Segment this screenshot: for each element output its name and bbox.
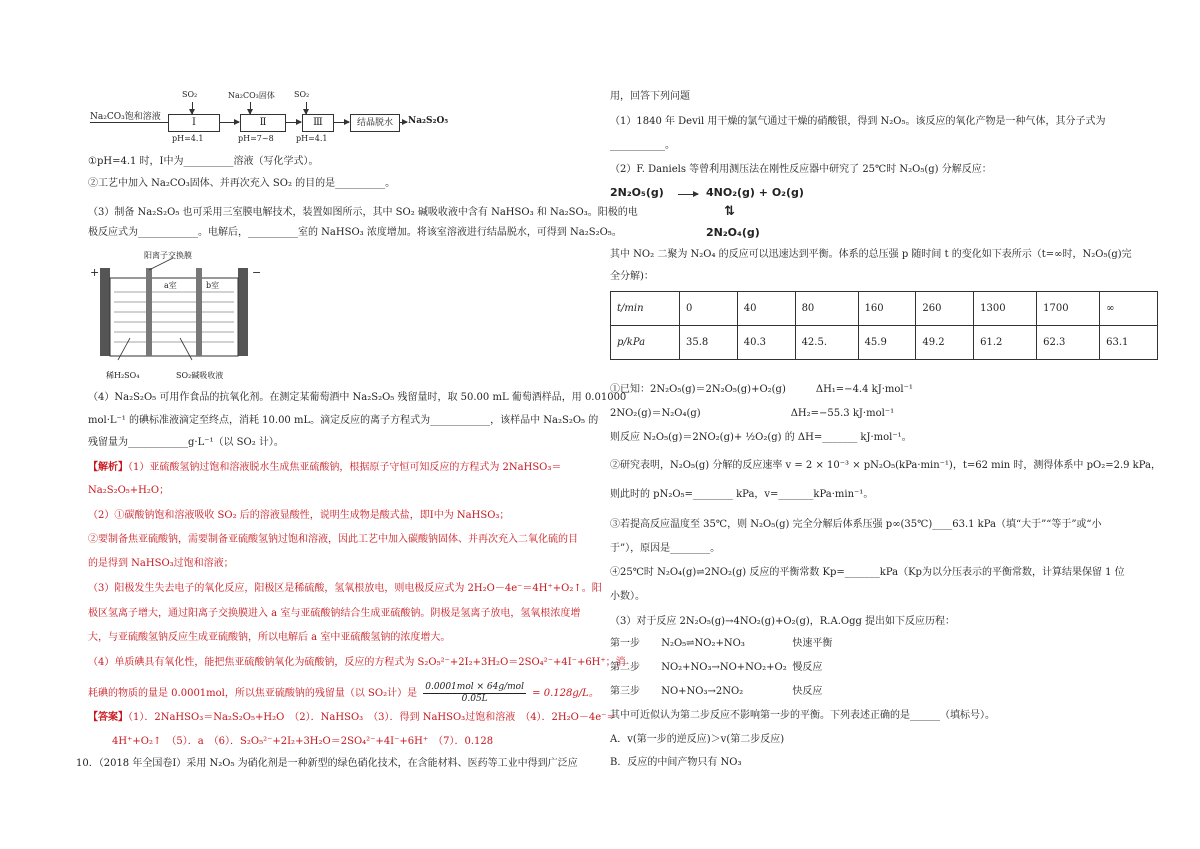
table-cell: 40 bbox=[737, 292, 795, 326]
acid-label: 稀H₂SO₄ bbox=[106, 371, 140, 380]
step-name: 第三步 bbox=[610, 686, 640, 697]
flow-arrow bbox=[306, 102, 307, 114]
cathode-sign: − bbox=[252, 266, 262, 279]
analysis-text: （1）亚硫酸氢钠过饱和溶液脱水生成焦亚硫酸钠，根据原子守恒可知反应的方程式为 2NaHSO₃＝ bbox=[128, 462, 562, 473]
step-equation: N₂O₅⇌NO₂+NO₃ bbox=[661, 638, 745, 649]
analysis-text: 耗碘的物质的量是 0.0001mol，所以焦亚硫酸钠的残留量（以 SO₂计）是 bbox=[88, 688, 418, 699]
room-a-label: a室 bbox=[164, 281, 177, 290]
analysis-line-1 bbox=[88, 461, 561, 475]
flow-step-1-box: Ⅰ bbox=[168, 114, 220, 132]
subq-4-line-2: 小数）。 bbox=[610, 591, 645, 602]
table-cell: 61.2 bbox=[974, 326, 1037, 360]
step-equation: NO₂+NO₃→NO+NO₂+O₂ bbox=[661, 662, 787, 673]
right-intro: 用，回答下列问题 bbox=[610, 91, 690, 102]
subq-2-line-2: 则此时的 pN₂O₅=________ kPa，v=_______kPa·min⁻¹。 bbox=[610, 489, 874, 500]
step-note: 快反应 bbox=[792, 686, 823, 697]
analysis-line-8: 大，与亚硫酸氢钠反应生成亚硫酸钠，所以电解后 a 室中亚硫酸氢钠的浓度增大。 bbox=[88, 632, 451, 643]
reaction-left: 2N₂O₅(g) bbox=[610, 186, 664, 199]
analysis-line-9: （4）单质碘具有氧化性，能把焦亚硫酸钠氧化为硫酸钠，反应的方程式为 S₂O₅²⁻+2I₂+3H₂O＝2SO₄²⁻+4I⁻+6H⁺；消 bbox=[88, 657, 626, 668]
reaction-right: 4NO₂(g) + O₂(g) bbox=[706, 186, 804, 199]
flow-arrow bbox=[333, 122, 349, 123]
right-q1-line-1: （1）1840 年 Devil 用干燥的氯气通过干燥的硝酸银，得到 N₂O₅。该反应的氧化产物是一种气体，其分子式为 bbox=[610, 116, 1106, 127]
table-cell: 42.5. bbox=[795, 326, 858, 360]
step-equation: NO+NO₃→2NO₂ bbox=[661, 686, 744, 697]
table-cell: 35.8 bbox=[680, 326, 738, 360]
flow-step-2-box: Ⅱ bbox=[240, 114, 286, 132]
flow-crystallize-box: 结晶脱水 bbox=[350, 114, 400, 132]
flow-step-3-ph: pH=4.1 bbox=[296, 134, 328, 143]
option-b: B．反应的中间产物只有 NO₃ bbox=[610, 757, 742, 768]
question-3-line-2: 极反应式为____________。电解后，__________室的 NaHSO₃ 浓度增加。将该室溶液进行结晶脱水，可得到 Na₂S₂O₅。 bbox=[88, 227, 622, 238]
subq-1-line-2: 2NO₂(g)＝N₂O₄(g) ΔH₂=−55.3 kJ·mol⁻¹ bbox=[610, 408, 895, 419]
analysis-line-7: 极区氢离子增大，通过阳离子交换膜进入 a 室与亚硫酸钠结合生成亚硫酸钠。阴极是氢离子放电，氢氧根浓度增 bbox=[88, 608, 581, 619]
mechanism-step-2 bbox=[610, 661, 822, 675]
right-q1-line-2: ___________。 bbox=[610, 140, 675, 151]
answer-tag: 【答案】 bbox=[88, 712, 128, 723]
table-cell: 1300 bbox=[974, 292, 1037, 326]
equilibrium-arrows-icon: ⇅ bbox=[724, 204, 735, 219]
question-4-line-1: （4）Na₂S₂O₅ 可用作食品的抗氧化剂。在测定某葡萄酒中 Na₂S₂O₅ 残留量时，取 50.00 mL 葡萄酒样品，用 0.01000 bbox=[88, 392, 627, 403]
reaction-bottom: 2N₂O₄(g) bbox=[706, 226, 760, 239]
subq-5-intro: （3）对于反应 2N₂O₅(g)→4NO₂(g)+O₂(g)，R.A.Ogg 提出如下反应历程： bbox=[610, 616, 956, 627]
subq-2-line-1: ②研究表明，N₂O₅(g) 分解的反应速率 v = 2 × 10⁻³ × pN₂O₅(kPa·min⁻¹)，t=62 min 时，测得体系中 pO₂=2.9 kPa， bbox=[610, 460, 1161, 471]
pressure-table bbox=[610, 291, 1158, 360]
question-4-line-2: mol·L⁻¹ 的碘标准液滴定至终点，消耗 10.00 mL。滴定反应的离子方程式为____________，该样品中 Na₂S₂O₅ 的 bbox=[88, 415, 599, 426]
reaction-arrow bbox=[678, 194, 698, 195]
flow-arrow bbox=[219, 122, 239, 123]
flow-step-3-box: Ⅲ bbox=[302, 114, 334, 132]
table-row bbox=[611, 292, 1158, 326]
table-cell: 49.2 bbox=[916, 326, 974, 360]
mechanism-step-3 bbox=[610, 685, 822, 699]
step-note: 慢反应 bbox=[792, 662, 823, 673]
step-name: 第一步 bbox=[610, 638, 640, 649]
flow-feed-label: Na₂CO₃饱和溶液 bbox=[90, 112, 161, 122]
subq-5-question: 其中可近似认为第二步反应不影响第一步的平衡。下列表述正确的是______（填标号）。 bbox=[610, 710, 995, 721]
table-cell: 1700 bbox=[1037, 292, 1100, 326]
subq-4-line-1: ④25℃时 N₂O₄(g)⇌2NO₂(g) 反应的平衡常数 Kp=_______kPa（Kp为以分压表示的平衡常数，计算结果保留 1 位 bbox=[610, 567, 1125, 578]
step-name: 第二步 bbox=[610, 662, 640, 673]
analysis-result: = 0.128g/L。 bbox=[532, 688, 599, 699]
answer-line-2: 4H⁺+O₂↑ （5）．a （6）．S₂O₅²⁻+2I₂+3H₂O＝2SO₄²⁻+4I⁻+6H⁺ （7）．0.128 bbox=[112, 736, 494, 747]
flow-arrow bbox=[192, 102, 193, 114]
table-row bbox=[611, 326, 1158, 360]
table-cell: 62.3 bbox=[1037, 326, 1100, 360]
analysis-tag: 【解析】 bbox=[88, 462, 128, 473]
membrane-label: 阳离子交换膜 bbox=[144, 251, 192, 260]
question-1: ①pH=4.1 时，Ⅰ中为__________溶液（写化学式）。 bbox=[88, 156, 319, 167]
right-q2-desc-1: 其中 NO₂ 二聚为 N₂O₄ 的反应可以迅速达到平衡。体系的总压强 p 随时间 t 的变化如下表所示（t=∞时，N₂O₅(g)完 bbox=[610, 249, 1132, 260]
analysis-line-6: （3）阳极发生失去电子的氧化反应，阳极区是稀硫酸，氢氧根放电，则电极反应式为 2H₂O－4e⁻＝4H⁺+O₂↑。阳 bbox=[88, 583, 602, 594]
table-cell: 0 bbox=[680, 292, 738, 326]
table-cell: 40.3 bbox=[737, 326, 795, 360]
flow-step-1-ph: pH=4.1 bbox=[172, 134, 204, 143]
subq-3-line-1: ③若提高反应温度至 35℃，则 N₂O₅(g) 完全分解后体系压强 p∞(35℃)____63.1 kPa（填“大于”“等于”或“小 bbox=[610, 519, 1102, 530]
analysis-line-4: ②要制备焦亚硫酸钠，需要制备亚硫酸氢钠过饱和溶液，因此工艺中加入碳酸钠固体、并再次充入二氧化硫的目 bbox=[88, 534, 578, 545]
question-10-intro: 10．（2018 年全国卷Ⅰ）采用 N₂O₅ 为硝化剂是一种新型的绿色硝化技术，在含能材料、医药等工业中得到广泛应 bbox=[76, 758, 578, 769]
table-header-pressure: p/kPa bbox=[611, 326, 680, 360]
step-note: 快速平衡 bbox=[792, 638, 833, 649]
analysis-line-3: （2）①碳酸钠饱和溶液吸收 SO₂ 后的溶液显酸性，说明生成物是酸式盐，即Ⅰ中为 NaHSO₃； bbox=[88, 510, 510, 521]
table-cell: 260 bbox=[916, 292, 974, 326]
table-cell: 63.1 bbox=[1100, 326, 1158, 360]
table-cell: 160 bbox=[858, 292, 916, 326]
flow-arrow bbox=[250, 102, 251, 114]
question-2: ②工艺中加入 Na₂CO₃固体、并再次充入 SO₂ 的目的是__________。 bbox=[88, 178, 396, 189]
flow-reagent-3: SO₂ bbox=[294, 90, 310, 99]
flow-reagent-1: SO₂ bbox=[182, 90, 198, 99]
right-q2-intro: （2）F. Daniels 等曾利用测压法在刚性反应器中研究了 25℃时 N₂O₅(g) 分解反应： bbox=[610, 164, 992, 175]
fraction bbox=[423, 682, 526, 705]
analysis-line-10 bbox=[88, 682, 599, 705]
question-3-line-1: （3）制备 Na₂S₂O₅ 也可采用三室膜电解技术，装置如图所示，其中 SO₂ 碱吸收液中含有 NaHSO₃ 和 Na₂SO₃。阳极的电 bbox=[88, 207, 638, 218]
subq-1-line-1: ①已知：2N₂O₅(g)＝2N₂O₅(g)+O₂(g) ΔH₁=−4.4 kJ·mol⁻¹ bbox=[610, 384, 913, 395]
answer-text: （1）．2NaHSO₃＝Na₂S₂O₅+H₂O （2）．NaHSO₃ （3）．得到 NaHSO₃过饱和溶液 （4）．2H₂O－4e⁻＝ bbox=[128, 712, 617, 723]
anode-sign: + bbox=[90, 266, 100, 279]
flow-step-2-ph: pH=7~8 bbox=[238, 134, 274, 143]
analysis-line-5: 的是得到 NaHSO₃过饱和溶液； bbox=[88, 558, 234, 569]
question-4-line-3: 残留量为____________g·L⁻¹（以 SO₂ 计）。 bbox=[88, 437, 284, 448]
fraction-numerator: 0.0001mol × 64g/mol bbox=[425, 682, 524, 692]
flow-arrow bbox=[399, 122, 407, 123]
fraction-denominator: 0.05L bbox=[461, 694, 488, 704]
flow-arrow bbox=[90, 122, 180, 123]
analysis-line-2: Na₂S₂O₅+H₂O； bbox=[88, 485, 170, 496]
table-header-time: t/min bbox=[611, 292, 680, 326]
electrolysis-cell-diagram bbox=[88, 248, 268, 386]
table-cell: 80 bbox=[795, 292, 858, 326]
table-cell: ∞ bbox=[1100, 292, 1158, 326]
right-q2-desc-2: 全分解)： bbox=[610, 271, 654, 282]
flow-product: Na₂S₂O₅ bbox=[408, 116, 449, 126]
answer-line-1 bbox=[88, 711, 616, 725]
mechanism-step-1 bbox=[610, 637, 832, 651]
room-b-label: b室 bbox=[206, 281, 220, 290]
flow-arrow bbox=[285, 122, 301, 123]
process-flow-diagram bbox=[88, 88, 568, 150]
subq-1-line-3: 则反应 N₂O₅(g)＝2NO₂(g)+ ½O₂(g) 的 ΔH=_______ kJ·mol⁻¹。 bbox=[610, 432, 912, 443]
flow-reagent-2: Na₂CO₃固体 bbox=[228, 91, 275, 100]
table-cell: 45.9 bbox=[858, 326, 916, 360]
cell-drawing bbox=[88, 248, 268, 386]
absorb-liquid-label: SO₂碱吸收液 bbox=[176, 371, 224, 380]
subq-3-line-2: 于”），原因是________。 bbox=[610, 543, 721, 554]
option-a: A．v(第一步的逆反应)＞v(第二步反应) bbox=[610, 734, 785, 745]
